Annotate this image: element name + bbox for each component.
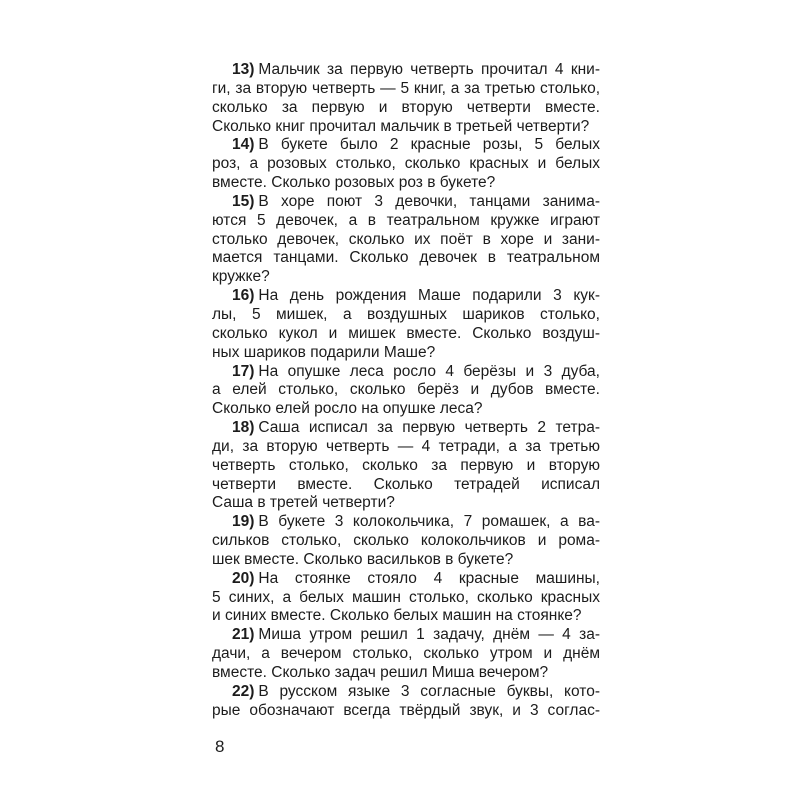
problem-line: мается танцами. Сколько девочек в театральном xyxy=(212,249,600,267)
problem-21 xyxy=(212,626,600,683)
problem-number: 22) xyxy=(232,682,255,700)
problem-line: вместе. Сколько задач решил Миша вечером? xyxy=(212,664,549,681)
problem-line: На опушке леса росло 4 берёзы и 3 дуба, xyxy=(258,362,600,380)
problem-22 xyxy=(212,683,600,721)
problem-line: В букете было 2 красные розы, 5 белых xyxy=(258,136,600,154)
problem-number: 13) xyxy=(232,61,255,78)
problem-line: В букете 3 колокольчика, 7 ромашек, а ва- xyxy=(258,513,600,531)
problem-line: ных шариков подарили Маше? xyxy=(212,343,436,361)
problem-line: Мальчик за первую четверть прочитал 4 кни- xyxy=(258,61,600,78)
problem-number: 17) xyxy=(232,362,255,380)
problem-line: Миша утром решил 1 задачу, днём — 4 за- xyxy=(258,626,600,644)
problem-line: рые обозначают всегда твёрдый звук, и 3 соглас- xyxy=(212,701,600,719)
problem-line: сколько за первую и вторую четверти вместе. xyxy=(212,98,600,116)
problem-14 xyxy=(212,136,600,193)
problem-line: Сколько книг прочитал мальчик в третьей четверти? xyxy=(212,117,590,135)
problem-number: 16) xyxy=(232,287,255,305)
problem-line: а елей столько, сколько берёз и дубов вместе. xyxy=(212,381,600,399)
problem-number: 18) xyxy=(232,419,255,437)
problem-number: 20) xyxy=(232,569,255,587)
problem-line: На день рождения Маше подарили 3 кук- xyxy=(258,287,600,305)
problem-line: ги, за вторую четверть — 5 книг, а за третью столько, xyxy=(212,79,600,97)
page-text xyxy=(212,61,600,721)
problem-line: вместе. Сколько розовых роз в букете? xyxy=(212,174,496,192)
problem-line: Сколько елей росло на опушке леса? xyxy=(212,400,483,418)
problem-line: дачи, а вечером столько, сколько утром и днём xyxy=(212,645,600,663)
page-number: 8 xyxy=(215,737,225,756)
problem-line: и синих вместе. Сколько белых машин на стоянке? xyxy=(212,607,582,625)
problem-line: В хоре поют 3 девочки, танцами занима- xyxy=(258,192,600,210)
problem-16 xyxy=(212,287,600,362)
problem-18 xyxy=(212,419,600,513)
problem-13 xyxy=(212,61,600,136)
problem-line: шек вместе. Сколько васильков в букете? xyxy=(212,550,514,568)
problem-17 xyxy=(212,363,600,420)
problem-line: В русском языке 3 согласные буквы, кото- xyxy=(258,682,600,700)
problem-line: кружке? xyxy=(212,268,270,286)
problem-line: лы, 5 мишек, а воздушных шариков столько, xyxy=(212,305,600,323)
problem-20 xyxy=(212,570,600,627)
problem-line: столько девочек, сколько их поёт в хоре и зани- xyxy=(212,230,600,248)
problem-line: На стоянке стояло 4 красные машины, xyxy=(258,569,600,587)
problem-line: сильков столько, сколько колокольчиков и рома- xyxy=(212,532,600,550)
problem-number: 15) xyxy=(232,192,255,210)
problem-number: 19) xyxy=(232,513,255,531)
problem-15 xyxy=(212,193,600,287)
problem-line: Саша в третей четверти? xyxy=(212,494,395,512)
problem-line: ди, за вторую четверть — 4 тетради, а за третью xyxy=(212,437,600,455)
problem-line: Саша исписал за первую четверть 2 тетра- xyxy=(258,419,600,437)
problem-line: ются 5 девочек, а в театральном кружке играют xyxy=(212,211,600,229)
problem-19 xyxy=(212,513,600,570)
problem-line: сколько кукол и мишек вместе. Сколько воздуш- xyxy=(212,324,600,342)
problem-line: 5 синих, а белых машин столько, сколько красных xyxy=(212,588,600,606)
problem-line: четверть столько, сколько за первую и вторую xyxy=(212,456,600,474)
problem-line: четверти вместе. Сколько тетрадей исписал xyxy=(212,475,600,493)
problem-line: роз, а розовых столько, сколько красных и белых xyxy=(212,155,600,173)
problem-number: 21) xyxy=(232,626,255,644)
problem-number: 14) xyxy=(232,136,255,154)
